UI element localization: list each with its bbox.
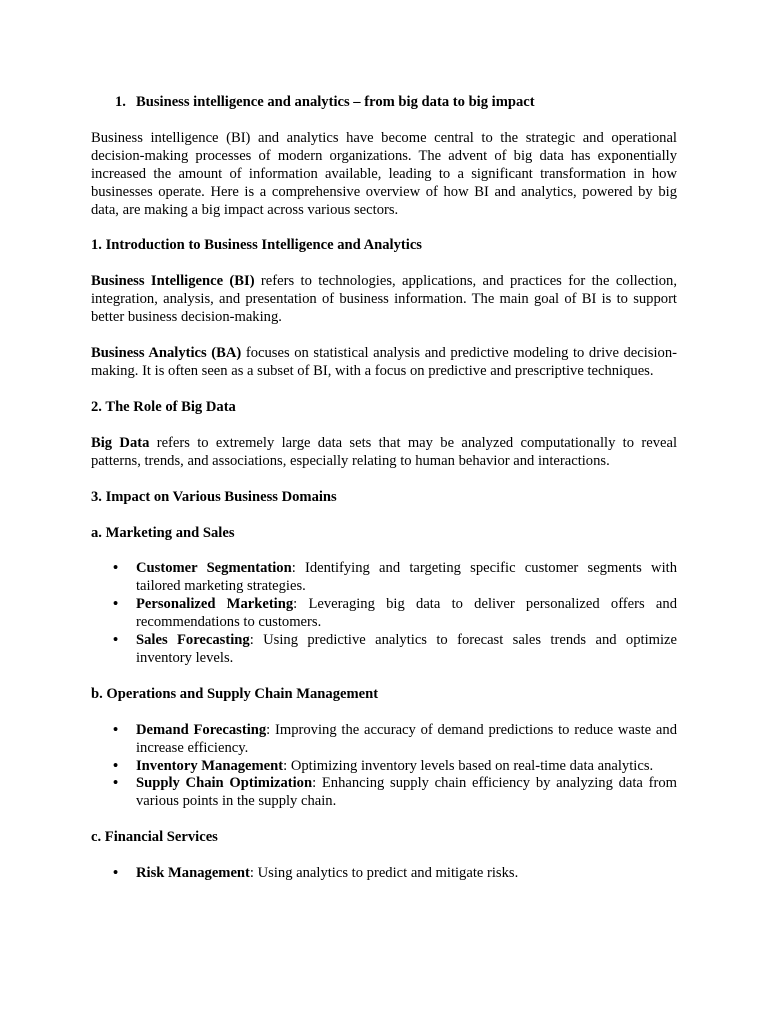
ba-definition-paragraph — [91, 345, 677, 381]
list-item-text: : Leveraging big data to deliver personalized offers and recommendations to customers. — [136, 596, 677, 631]
list-item-term: Customer Segmentation — [136, 560, 292, 577]
list-item-text: : Optimizing inventory levels based on real-time data analytics. — [283, 757, 654, 774]
list-item-text: : Identifying and targeting specific customer segments with tailored marketing strategies. — [136, 560, 677, 595]
list-item — [91, 758, 677, 776]
ba-text: focuses on statistical analysis and predictive modeling to drive decision-making. It is often seen as a subset of BI, with a focus on predictive and prescriptive techniques. — [91, 345, 677, 379]
title-number: 1. — [115, 94, 126, 110]
bullet-icon: • — [113, 560, 119, 577]
subsection-heading-financial: c. Financial Services — [91, 829, 218, 846]
list-item-term: Inventory Management — [136, 757, 284, 774]
intro-paragraph: Business intelligence (BI) and analytics have become central to the strategic and operational decision-making processes of modern organizations. The advent of big data has exponentially increased the amount of information available, leading to a significant transformation in how businesses operate. Here is a comprehensive overview of how BI and analytics, powered by big data, are making a big impact across various sectors. — [91, 129, 677, 218]
document-title — [91, 94, 677, 112]
operations-list — [91, 722, 677, 812]
financial-list — [91, 865, 677, 883]
list-item-term: Sales Forecasting — [136, 632, 250, 649]
list-item-term: Demand Forecasting — [136, 721, 267, 738]
section-heading-big-data: 2. The Role of Big Data — [91, 398, 236, 415]
list-item — [91, 865, 677, 883]
bullet-icon: • — [113, 865, 119, 882]
ba-term: Business Analytics (BA) — [91, 345, 242, 362]
title-text: Business intelligence and analytics – from big data to big impact — [136, 94, 535, 110]
bullet-icon: • — [113, 757, 119, 774]
bullet-icon: • — [113, 775, 119, 792]
list-item-term: Risk Management — [136, 865, 250, 882]
section-heading-intro: 1. Introduction to Business Intelligence and Analytics — [91, 237, 422, 254]
big-data-term: Big Data — [91, 434, 150, 451]
list-item-term: Personalized Marketing — [136, 596, 294, 613]
marketing-list — [91, 560, 677, 667]
bi-definition-paragraph — [91, 273, 677, 327]
bullet-icon: • — [113, 721, 119, 738]
list-item-text: : Using predictive analytics to forecast sales trends and optimize inventory levels. — [136, 632, 677, 666]
list-item-text: : Enhancing supply chain efficiency by analyzing data from various points in the supply chain. — [136, 775, 677, 810]
list-item-term: Supply Chain Optimization — [136, 775, 313, 792]
list-item — [91, 596, 677, 632]
big-data-text: refers to extremely large data sets that may be analyzed computationally to reveal patterns, trends, and associations, especially relating to human behavior and interactions. — [91, 434, 677, 469]
list-item — [91, 775, 677, 811]
list-item — [91, 632, 677, 668]
bullet-icon: • — [113, 596, 119, 613]
bi-term: Business Intelligence (BI) — [91, 273, 255, 290]
list-item-text: : Improving the accuracy of demand predictions to reduce waste and increase efficiency. — [136, 721, 677, 756]
list-item-text: : Using analytics to predict and mitigate risks. — [249, 865, 519, 882]
bullet-icon: • — [113, 632, 119, 649]
list-item — [91, 722, 677, 758]
subsection-heading-marketing: a. Marketing and Sales — [91, 524, 235, 541]
subsection-heading-operations: b. Operations and Supply Chain Management — [91, 685, 379, 702]
document-body — [91, 94, 677, 901]
list-item — [91, 560, 677, 596]
bi-text: refers to technologies, applications, and practices for the collection, integration, analysis, and presentation of business information. The main goal of BI is to support better business decision-making. — [91, 273, 678, 326]
big-data-definition-paragraph — [91, 435, 677, 471]
section-heading-impact: 3. Impact on Various Business Domains — [91, 488, 337, 505]
